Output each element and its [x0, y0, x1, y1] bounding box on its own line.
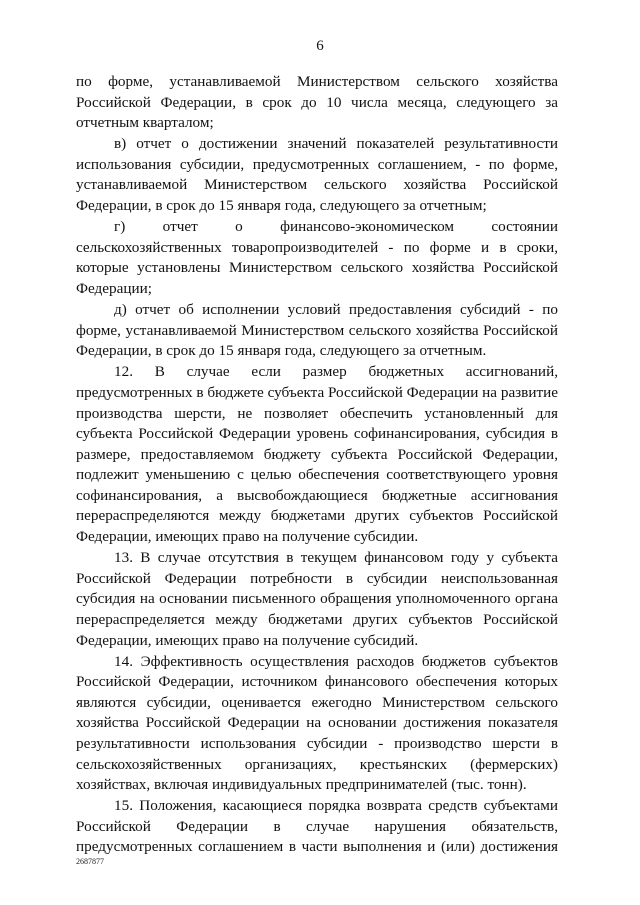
document-code: 2687877	[76, 857, 104, 866]
document-body	[76, 72, 558, 858]
paragraph-clause-14: 14. Эффективность осуществления расходов бюджетов субъектов Российской Федерации, источником финансового обеспечения которых являются субсидии, оценивается ежегодно Министерством сельского хозяйства Российской Федерации на основании достижения показателя результативности использования субсидии - производство шерсти в сельскохозяйственных организациях, крестьянских (фермерских) хозяйствах, включая индивидуальных предпринимателей (тыс. тонн).	[76, 652, 558, 794]
paragraph-clause-13: 13. В случае отсутствия в текущем финансовом году у субъекта Российской Федерации потребности в субсидии неиспользованная субсидия на основании письменного обращения уполномоченного органа перераспределяется между бюджетами других субъектов Российской Федерации, имеющих право на получение субсидий.	[76, 549, 558, 649]
paragraph-item-v: в) отчет о достижении значений показателей результативности использования субсидии, предусмотренных соглашением, - по форме, устанавливаемой Министерством сельского хозяйства Российской Федерации, в срок до 15 января года, следующего за отчетным;	[76, 135, 558, 215]
page-number: 6	[316, 38, 324, 54]
paragraph-clause-15: 15. Положения, касающиеся порядка возврата средств субъектами Российской Федерации в случае нарушения обязательств, предусмотренных соглашением в части выполнения и (или) достижения	[76, 797, 558, 856]
paragraph-item-d: д) отчет об исполнении условий предоставления субсидий - по форме, устанавливаемой Министерством сельского хозяйства Российской Федерации, в срок до 15 января года, следующего за отчетным.	[76, 301, 558, 360]
paragraph-item-g: г) отчет о финансово-экономическом состоянии сельскохозяйственных товаропроизводителей - по форме и в сроки, которые установлены Министерством сельского хозяйства Российской Федерации;	[76, 218, 558, 297]
paragraph-clause-12: 12. В случае если размер бюджетных ассигнований, предусмотренных в бюджете субъекта Российской Федерации на развитие производства шерсти, не позволяет обеспечить установленный для субъекта Российской Федерации уровень софинансирования, субсидия в размере, предоставляемом бюджету субъекта Российской Федерации, подлежит уменьшению с целью обеспечения соответствующего уровня софинансирования, а высвобождающиеся бюджетные ассигнования перераспределяются между бюджетами других субъектов Российской Федерации, имеющих право на получение субсидии.	[76, 363, 558, 546]
paragraph-continuation: по форме, устанавливаемой Министерством сельского хозяйства Российской Федерации, в срок до 10 числа месяца, следующего за отчетным кварталом;	[76, 73, 558, 132]
